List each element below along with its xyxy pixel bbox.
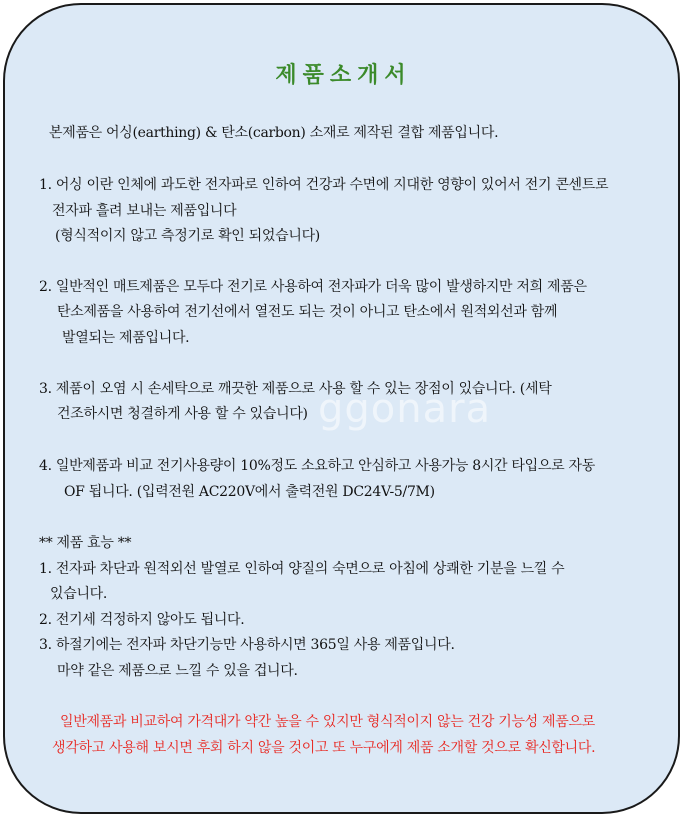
item-1-line-2: 전자파 흘려 보내는 제품입니다 — [52, 203, 237, 219]
item-2-line-1: 2. 일반적인 매트제품은 모두다 전기로 사용하여 전자파가 더욱 많이 발생하지만 저희 제품은 — [39, 279, 587, 295]
item-3-line-2: 건조하시면 청결하게 사용 할 수 있습니다) — [57, 406, 308, 422]
effect-line-3: 2. 전기세 걱정하지 않아도 됩니다. — [39, 612, 245, 628]
item-4-line-1: 4. 일반제품과 비교 전기사용량이 10%정도 소요하고 안심하고 사용가능 8시간 타입으로 자동 — [39, 458, 595, 474]
item-4-line-2: OF 됩니다. (입력전원 AC220V에서 출력전원 DC24V-5/7M) — [64, 484, 435, 500]
item-1-line-3: (형식적이지 않고 측정기로 확인 되었습니다) — [55, 228, 320, 244]
page-title: 제품소개서 — [275, 63, 412, 88]
closing-line-1: 일반제품과 비교하여 가격대가 약간 높을 수 있지만 형식적이지 않는 건강 기능성 제품으로 — [60, 714, 595, 730]
item-2-line-2: 탄소제품을 사용하여 전기선에서 열전도 되는 것이 아니고 탄소에서 원적외선과 함께 — [57, 304, 558, 320]
effect-line-2: 있습니다. — [50, 586, 108, 602]
effects-heading: ** 제품 효능 ** — [39, 535, 132, 551]
intro-text: 본제품은 어싱(earthing) & 탄소(carbon) 소재로 제작된 결합 제품입니다. — [49, 125, 499, 141]
watermark: ggonara — [318, 386, 492, 432]
item-2-line-3: 발열되는 제품입니다. — [62, 330, 190, 346]
effect-line-4: 3. 하절기에는 전자파 차단기능만 사용하시면 365일 사용 제품입니다. — [39, 637, 455, 653]
item-1-line-1: 1. 어싱 이란 인체에 과도한 전자파로 인하여 건강과 수면에 지대한 영향이 있어서 전기 콘센트로 — [39, 177, 609, 193]
effect-line-1: 1. 전자파 차단과 원적외선 발열로 인하여 양질의 숙면으로 아침에 상쾌한 기분을 느낄 수 — [39, 561, 565, 577]
effect-line-5: 마약 같은 제품으로 느낄 수 있을 겁니다. — [57, 663, 298, 679]
item-3-line-1: 3. 제품이 오염 시 손세탁으로 깨끗한 제품으로 사용 할 수 있는 장점이 있습니다. (세탁 — [39, 381, 552, 397]
closing-line-2: 생각하고 사용해 보시면 후회 하지 않을 것이고 또 누구에게 제품 소개할 것으로 확신합니다. — [52, 740, 596, 756]
